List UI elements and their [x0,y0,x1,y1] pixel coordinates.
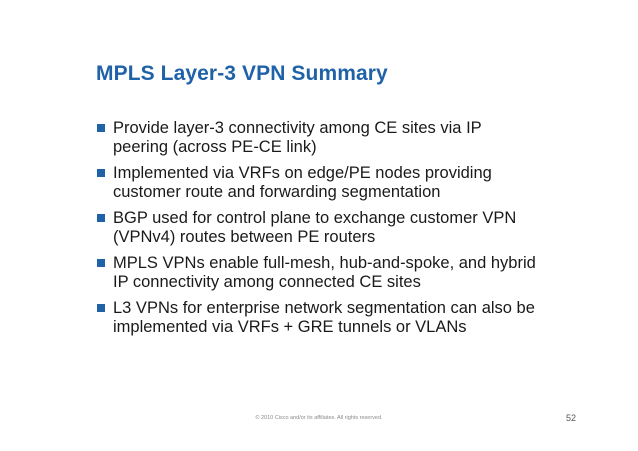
bullet-text: L3 VPNs for enterprise network segmentation can also be implemented via VRFs + GRE tunnels or VLANs [113,299,535,336]
bullet-list [96,119,536,344]
footer-copyright: © 2010 Cisco and/or its affiliates. All rights reserved. [255,415,383,421]
square-bullet-icon [97,124,105,132]
bullet-item [96,164,536,202]
bullet-item [96,119,536,157]
bullet-item [96,299,536,337]
bullet-text: BGP used for control plane to exchange customer VPN (VPNv4) routes between PE routers [113,209,517,246]
square-bullet-icon [97,304,105,312]
bullet-item [96,209,536,247]
page-number: 52 [565,413,576,423]
slide-title: MPLS Layer-3 VPN Summary [96,62,388,85]
bullet-text: MPLS VPNs enable full-mesh, hub-and-spoke, and hybrid IP connectivity among connected CE sites [113,254,536,291]
square-bullet-icon [97,169,105,177]
bullet-text: Provide layer-3 connectivity among CE sites via IP peering (across PE-CE link) [113,119,482,156]
square-bullet-icon [97,214,105,222]
square-bullet-icon [97,259,105,267]
bullet-item [96,254,536,292]
bullet-text: Implemented via VRFs on edge/PE nodes providing customer route and forwarding segmentation [113,164,492,201]
